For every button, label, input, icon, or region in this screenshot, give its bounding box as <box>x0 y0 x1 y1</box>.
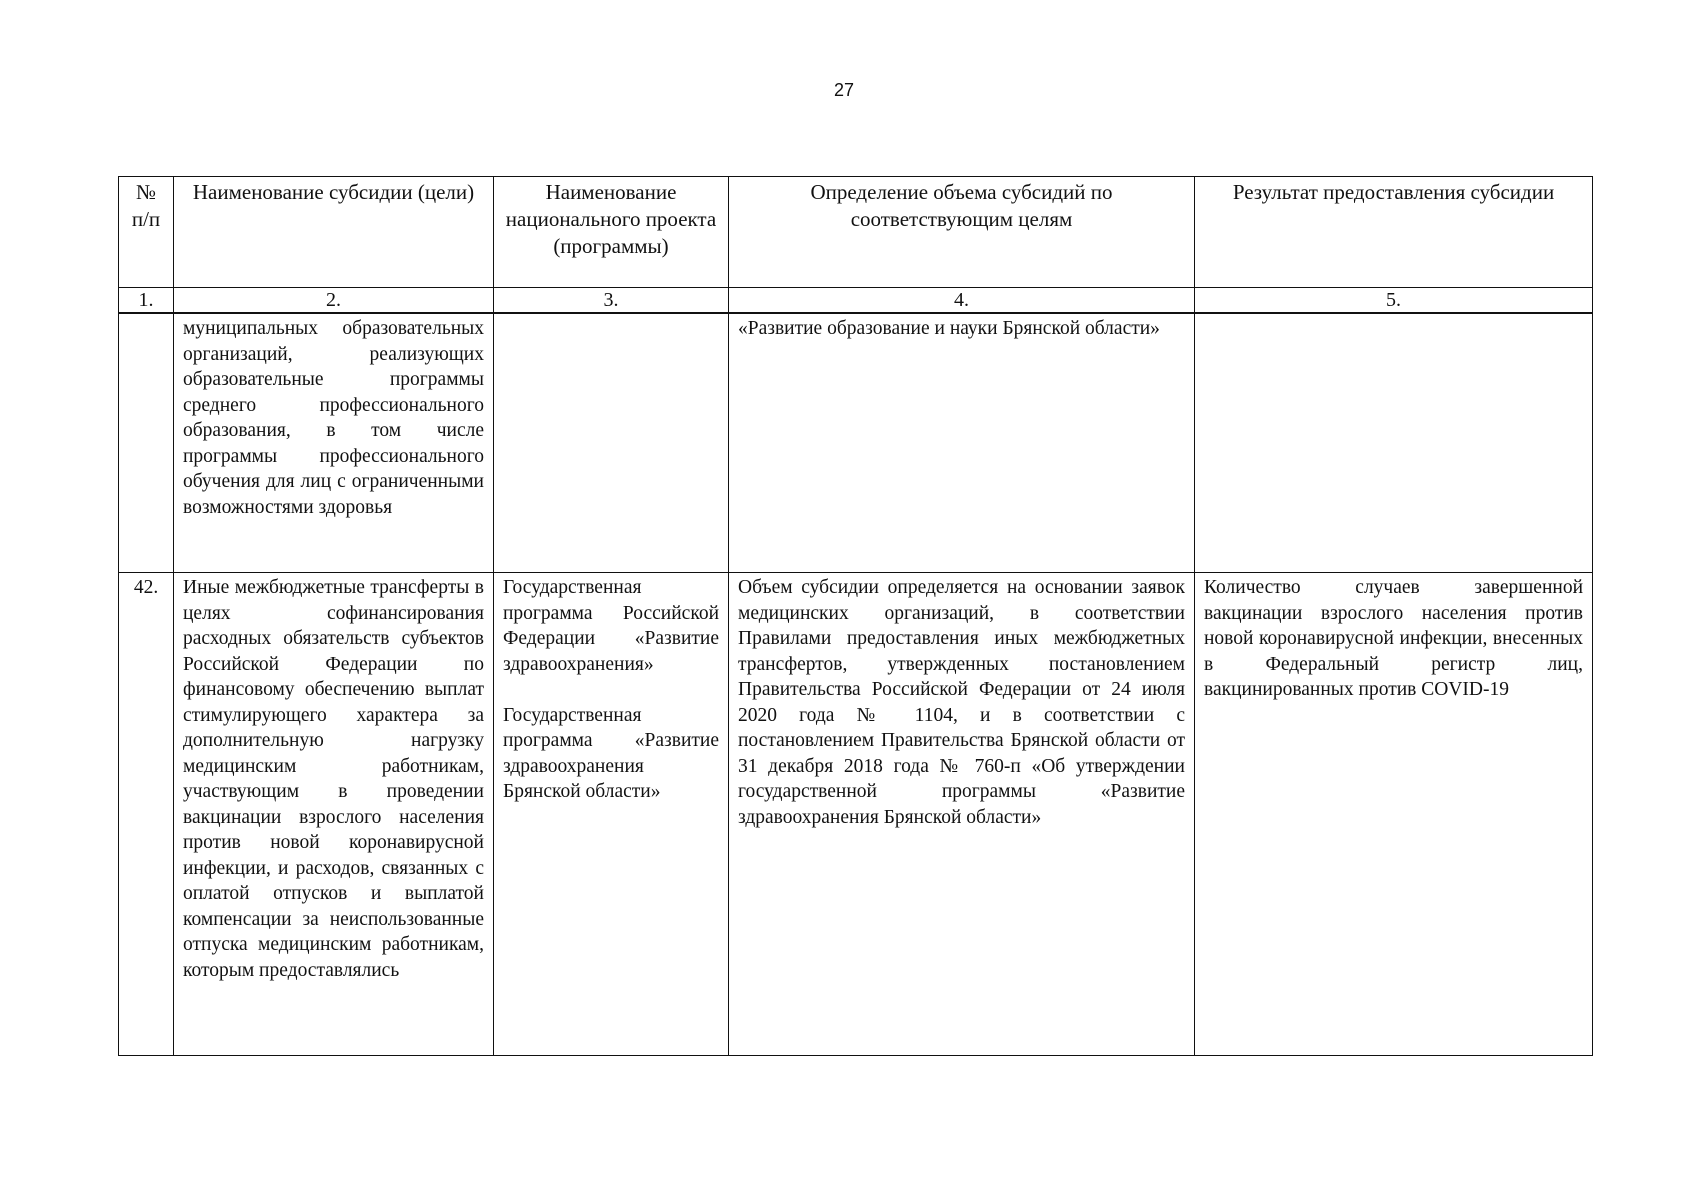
row-number-cell: 42. <box>119 573 174 1056</box>
row-number-cell <box>119 313 174 573</box>
volume-definition-cell: «Развитие образование и науки Брянской области» <box>729 313 1195 573</box>
column-number: 1. <box>119 288 174 314</box>
table-row <box>119 313 1593 573</box>
header-volume-definition: Определение объема субсидий по соответствующим целям <box>729 177 1195 288</box>
page-number: 27 <box>833 80 855 100</box>
national-project-cell <box>494 313 729 573</box>
subsidy-name-cell: Иные межбюджетные трансферты в целях софинансирования расходных обязательств субъектов Российской Федерации по финансовому обеспечению выплат стимулирующего характера за дополнительную нагрузку медицинским работникам, участвующим в проведении вакцинации взрослого населения против новой коронавирусной инфекции, и расходов, связанных с оплатой отпусков и выплатой компенсации за неиспользованные отпуска медицинским работникам, которым предоставлялись <box>174 573 494 1056</box>
result-cell: Количество случаев завершенной вакцинации взрослого населения против новой коронавирусной инфекции, внесенных в Федеральный регистр лиц, вакцинированных против COVID-19 <box>1195 573 1593 1056</box>
table-header-row <box>119 177 1593 288</box>
result-cell <box>1195 313 1593 573</box>
national-project-cell <box>494 573 729 1056</box>
subsidy-table <box>118 176 1593 1056</box>
column-number: 3. <box>494 288 729 314</box>
volume-definition-cell: Объем субсидии определяется на основании заявок медицинских организаций, в соответствии Правилами предоставления иных межбюджетных трансфертов, утвержденных постановлением Правительства Российской Федерации от 24 июля 2020 года № 1104, и в соответствии с постановлением Правительства Брянской области от 31 декабря 2018 года № 760-п «Об утверждении государственной программы «Развитие здравоохранения Брянской области» <box>729 573 1195 1056</box>
header-national-project: Наименование национального проекта (программы) <box>494 177 729 288</box>
header-number: № п/п <box>119 177 174 288</box>
column-number: 5. <box>1195 288 1593 314</box>
header-result: Результат предоставления субсидии <box>1195 177 1593 288</box>
column-number-row <box>119 288 1593 314</box>
table-row <box>119 573 1593 1056</box>
project-paragraph: Государственная программа Российской Федерации «Развитие здравоохранения» <box>503 577 719 675</box>
column-number: 4. <box>729 288 1195 314</box>
header-subsidy-name: Наименование субсидии (цели) <box>174 177 494 288</box>
subsidy-name-cell: муниципальных образовательных организаций, реализующих образовательные программы среднего профессионального образования, в том числе программы профессионального обучения для лиц с ограниченными возможностями здоровья <box>174 313 494 573</box>
column-number: 2. <box>174 288 494 314</box>
project-paragraph: Государственная программа «Развитие здравоохранения Брянской области» <box>503 704 719 802</box>
